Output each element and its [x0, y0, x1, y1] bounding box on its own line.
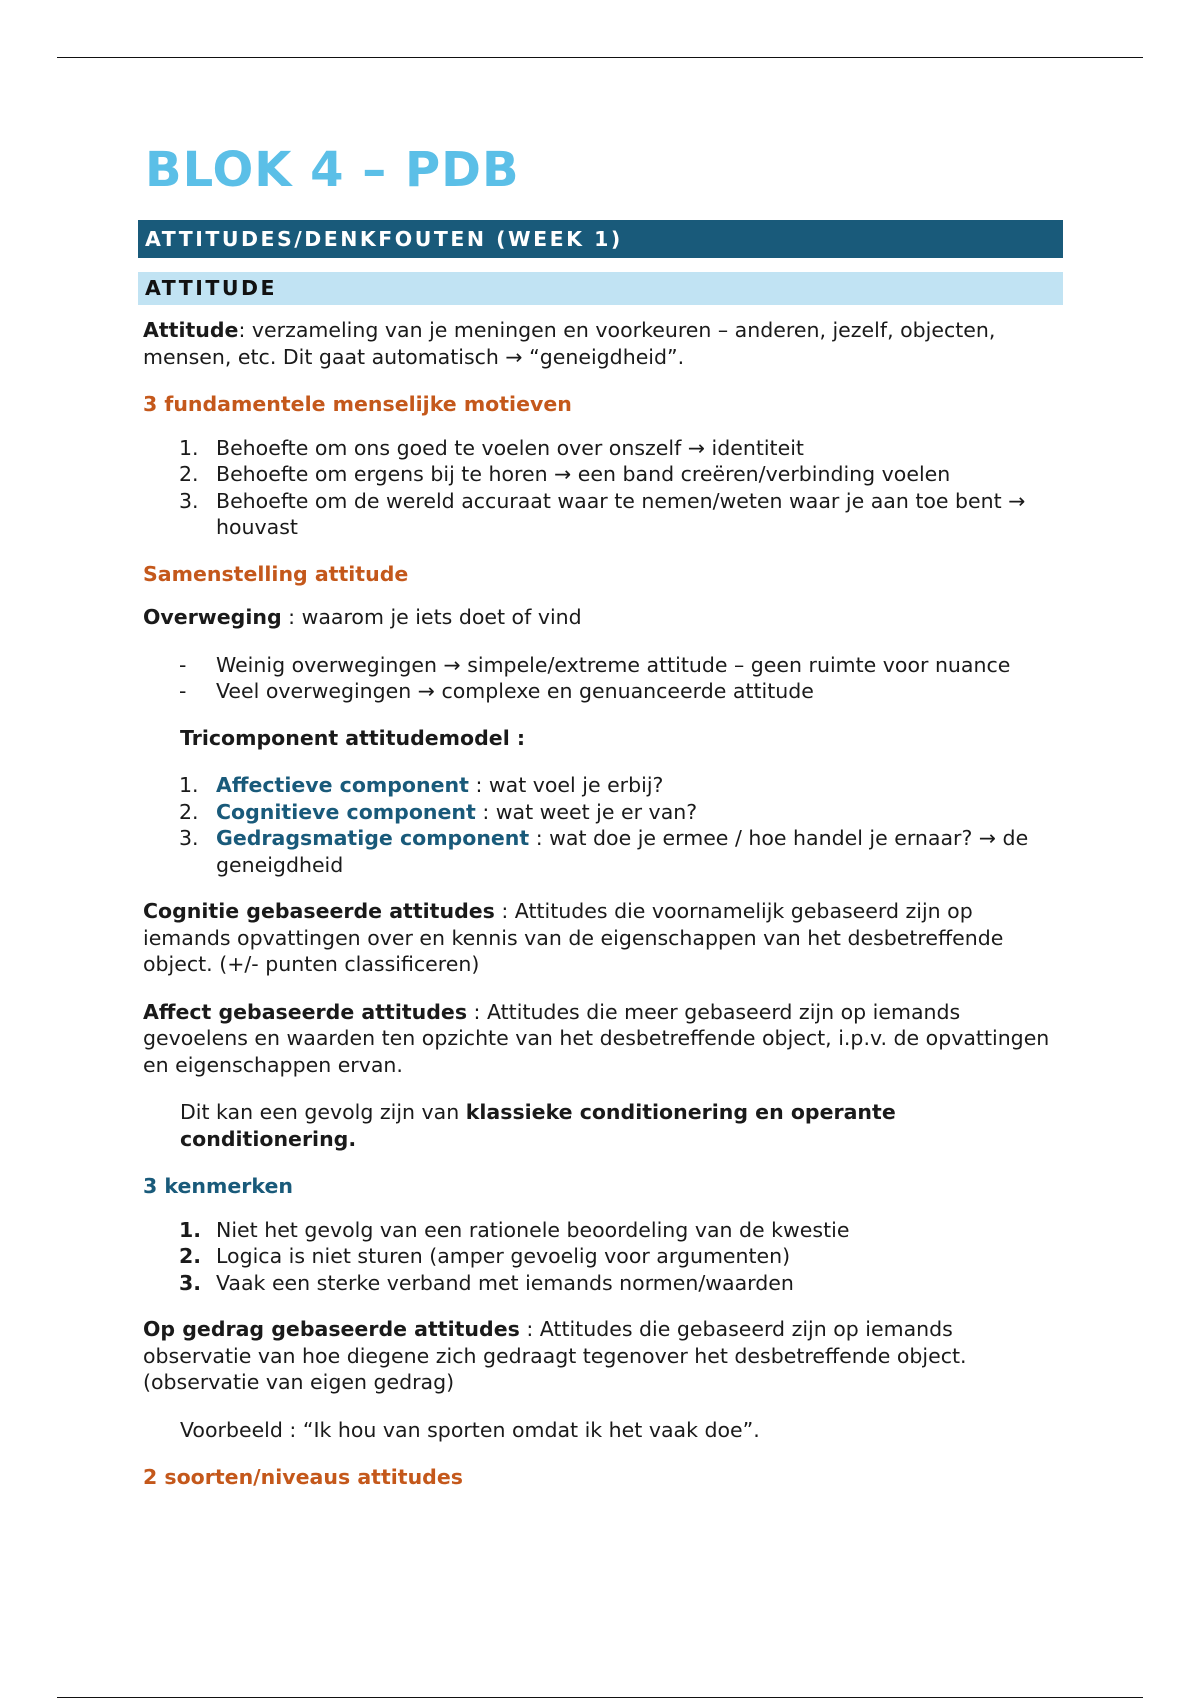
- motives-heading: 3 fundamentele menselijke motieven: [143, 392, 572, 416]
- list-marker: 3.: [179, 488, 199, 513]
- tricomponent-heading: Tricomponent attitudemodel :: [180, 725, 526, 750]
- list-marker: 1.: [179, 435, 199, 460]
- list-item: 2. Behoefte om ergens bij te horen → een band creëren/verbinding voelen: [179, 462, 951, 486]
- list-item: 2. Logica is niet sturen (amper gevoelig voor argumenten): [179, 1244, 791, 1268]
- kenmerken-heading: 3 kenmerken: [143, 1174, 293, 1198]
- section-heading: ATTITUDES/DENKFOUTEN (WEEK 1): [138, 220, 1063, 258]
- affect-term: Affect gebaseerde attitudes: [143, 999, 468, 1024]
- list-item: 1. Affectieve component : wat voel je erbij?: [179, 773, 664, 797]
- list-marker: 2.: [179, 799, 199, 824]
- list-marker: 3.: [179, 826, 199, 850]
- list-item: 3. Gedragsmatige component : wat doe je ermee / hoe handel je ernaar? → de geneigdheid: [179, 826, 1029, 877]
- footer-rule: [57, 1697, 1143, 1698]
- list-marker: 1.: [179, 1217, 202, 1242]
- list-item: 3. Vaak een sterke verband met iemands normen/waarden: [179, 1270, 794, 1295]
- components-list: [143, 772, 1063, 878]
- attitude-text: : verzameling van je meningen en voorkeuren – anderen, jezelf, objecten, mensen, etc. Dit gaat automatisch → “geneigdheid”.: [143, 318, 996, 369]
- attitude-term: Attitude: [143, 318, 239, 342]
- bullet-marker: -: [179, 652, 187, 677]
- document-title: BLOK 4 – PDB: [145, 142, 520, 198]
- affect-definition: Affect gebaseerde attitudes : Attitudes die meer gebaseerd zijn op iemands gevoelens en waarden ten opzichte van het desbetreffende object, i.p.v. de opvattingen en eigenschappen ervan.: [143, 999, 1050, 1077]
- gedrag-definition: Op gedrag gebaseerde attitudes : Attitudes die gebaseerd zijn op iemands observatie van hoe diegene zich gedraagt tegenover het desbetreffende object. (observatie van eigen gedrag): [143, 1317, 967, 1394]
- overweging-definition: Overweging : waarom je iets doet of vind: [143, 605, 582, 629]
- list-marker: 2.: [179, 1244, 202, 1268]
- conditioning-term: klassieke conditionering en operante conditionering.: [180, 1100, 896, 1151]
- overweging-bullets: [143, 652, 1063, 705]
- list-marker: 3.: [179, 1270, 202, 1295]
- list-item: - Veel overwegingen → complexe en genuanceerde attitude: [179, 679, 814, 703]
- list-marker: 1.: [179, 773, 199, 797]
- motives-list: [143, 435, 1063, 541]
- document-body: [143, 140, 1063, 1508]
- cognitie-term: Cognitie gebaseerde attitudes: [143, 899, 495, 923]
- soorten-heading: 2 soorten/niveaus attitudes: [143, 1465, 463, 1489]
- list-item: 2. Cognitieve component : wat weet je er van?: [179, 799, 698, 824]
- header-rule: [57, 57, 1143, 58]
- list-item: 1. Behoefte om ons goed te voelen over onszelf → identiteit: [179, 435, 804, 460]
- component-term: Cognitieve component: [216, 799, 476, 824]
- attitude-definition: [143, 317, 1063, 370]
- gedrag-example: Voorbeeld : “Ik hou van sporten omdat ik het vaak doe”.: [180, 1417, 760, 1442]
- cognitie-definition: Cognitie gebaseerde attitudes : Attitudes die voornamelijk gebaseerd zijn op iemands opvattingen over en kennis van de eigenschappen van het desbetreffende object. (+/- punten classificeren): [143, 899, 1004, 976]
- overweging-term: Overweging: [143, 605, 282, 629]
- bullet-marker: -: [179, 679, 187, 703]
- affect-note: Dit kan een gevolg zijn van klassieke conditionering en operante conditionering.: [180, 1100, 896, 1151]
- kenmerken-list: [143, 1217, 1063, 1297]
- list-marker: 2.: [179, 462, 199, 486]
- samenstelling-heading: Samenstelling attitude: [143, 561, 409, 586]
- gedrag-term: Op gedrag gebaseerde attitudes: [143, 1317, 520, 1341]
- list-item: 1. Niet het gevolg van een rationele beoordeling van de kwestie: [179, 1217, 850, 1242]
- subsection-heading: ATTITUDE: [138, 272, 1063, 305]
- component-term: Affectieve component: [216, 773, 469, 797]
- list-item: 3. Behoefte om de wereld accuraat waar te nemen/weten waar je aan toe bent → houvast: [179, 488, 1026, 539]
- list-item: - Weinig overwegingen → simpele/extreme attitude – geen ruimte voor nuance: [179, 652, 1011, 677]
- component-term: Gedragsmatige component: [216, 826, 530, 850]
